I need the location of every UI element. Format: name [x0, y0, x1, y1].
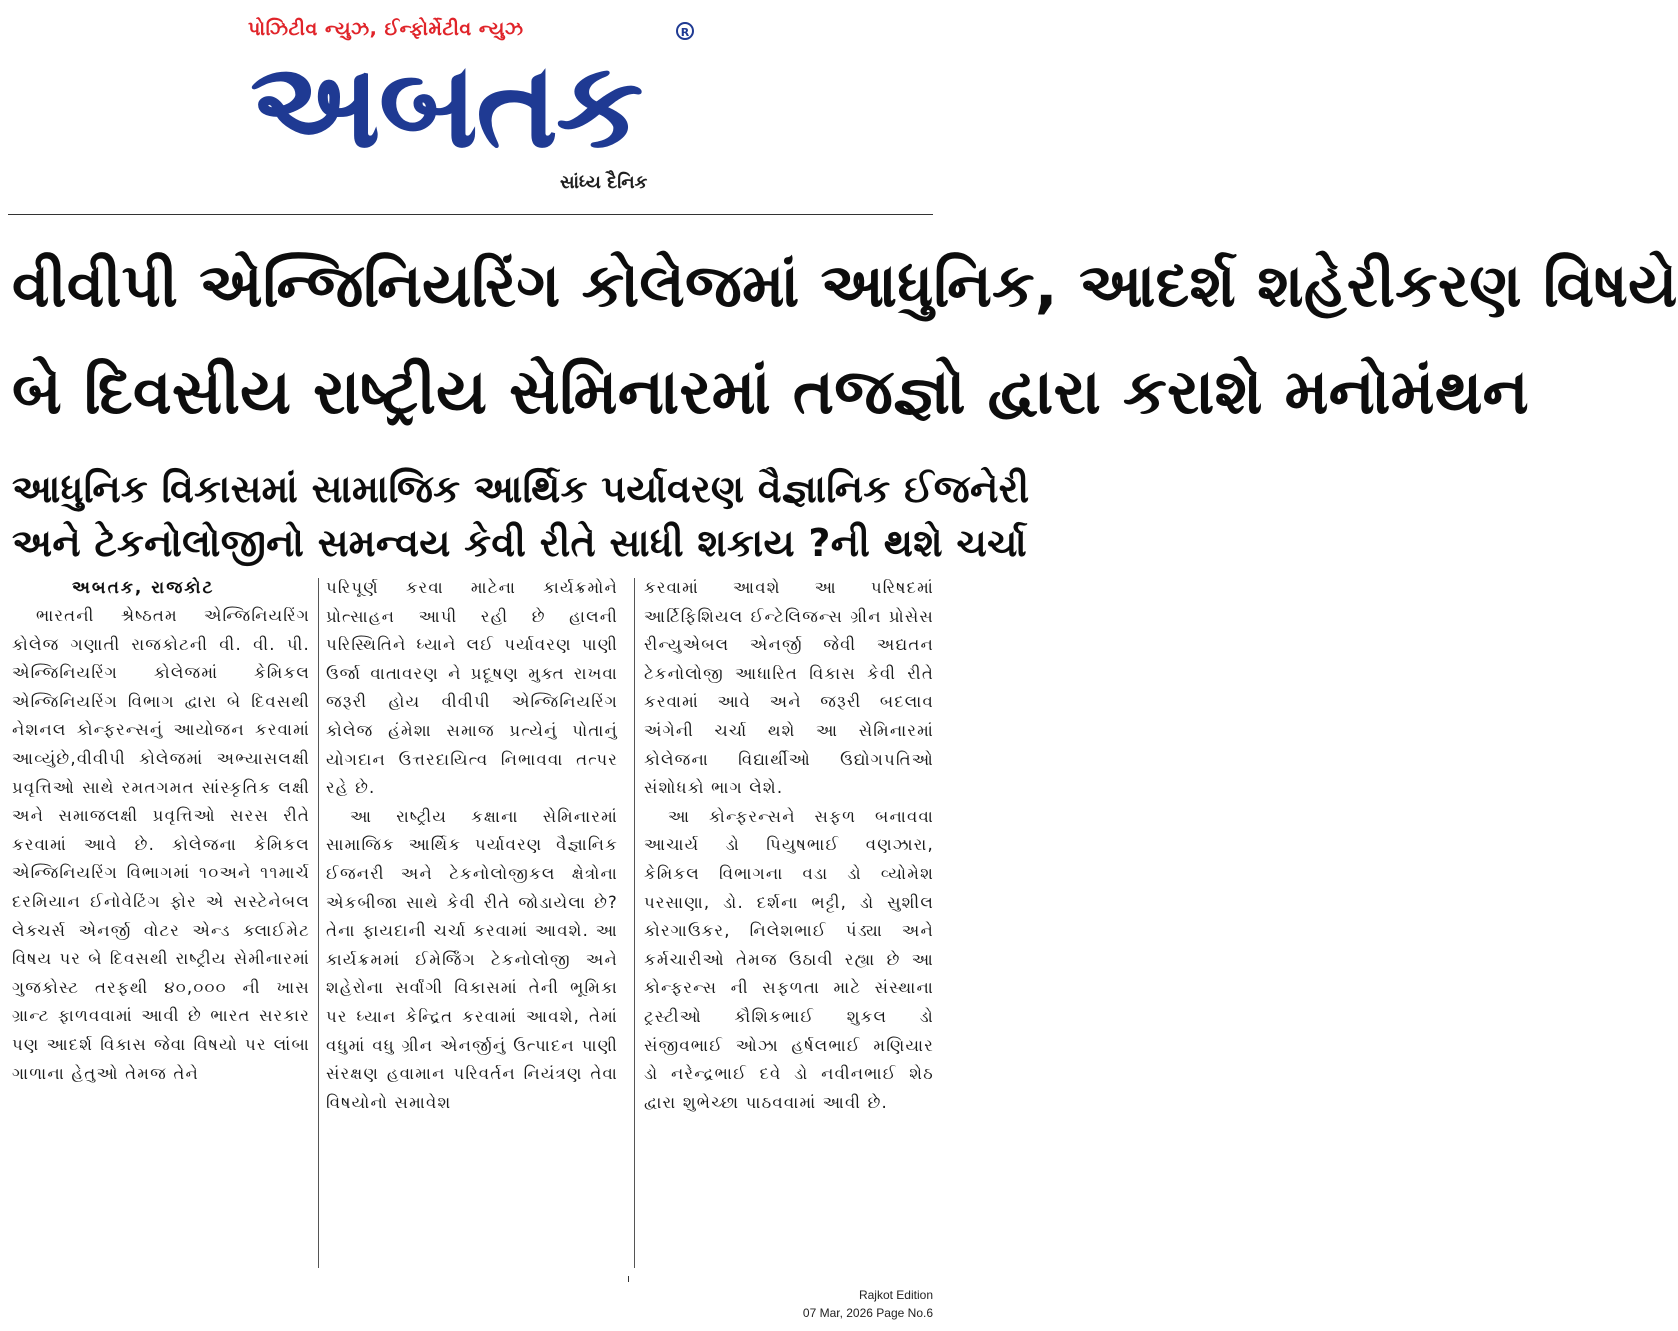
headline-line-1: વીવીપી એન્જિનિયરિંગ કોલેજમાં આધુનિક, આદર્શ શહેરીકરણ વિષયે	[12, 251, 1678, 321]
article-paragraph: આ રાષ્ટ્રીય કક્ષાના સેમિનારમાં સામાજિક આર્થિક પર્યાવરણ વૈજ્ઞાનિક ઈજનરી અને ટેકનોલોજીકલ ક્ષેત્રોના એકબીજા સાથે કેવી રીતે જોડાયેલા છે? તેના ફાયદાની ચર્ચા કરવામાં આવશે. આ કાર્યક્રમમાં ઈમેર્જિંગ ટેકનોલોજી અને શહેરોના સર્વાંગી વિકાસમાં તેની ભૂમિકા પર ધ્યાન કેન્દ્રિત કરવામાં આવશે, તેમાં વધુમાં વધુ ગ્રીન એનર્જીનું ઉત્પાદન પાણી સંરક્ષણ હવામાન પરિવર્તન નિયંત્રણ તેવા વિષયોનો સમાવેશ	[326, 806, 618, 1112]
column-divider	[634, 578, 635, 1268]
article-column-3	[644, 574, 934, 1274]
footer-edition: Rajkot Edition	[858, 1288, 933, 1302]
article-dateline: અબતક, રાજકોટ	[72, 578, 215, 598]
article-paragraph: આ કોન્ફરન્સને સફળ બનાવવા આચાર્ય ડો પિયુષભાઈ વણઝારા, કેમિકલ વિભાગના વડા ડો વ્યોમેશ પરસાણા, ડો. દર્શના ભટ્ટી, ડો સુશીલ કોરગાઉકર, નિલેશભાઈ પંડ્યા અને કર્મચારીઓ તેમજ ઉઠાવી રહ્યા છે આ કોન્ફરન્સ ની સફળતા માટે સંસ્થાના ટ્રસ્ટીઓ કૌશિકભાઈ શુકલ ડો સંજીવભાઈ ઓઝા હર્ષલભાઈ મણિયાર ડો નરેન્દ્રભાઈ દવે ડો નવીનભાઈ શેઠ દ્વારા શુભેચ્છા પાઠવવામાં આવી છે.	[644, 806, 934, 1112]
subheadline-line-1: આધુનિક વિકાસમાં સામાજિક આર્થિક પર્યાવરણ વૈજ્ઞાનિક ઈજનેરી	[12, 467, 1030, 511]
column-end-mark	[628, 1276, 629, 1282]
headline-line-2: બે દિવસીય રાષ્ટ્રીય સેમિનારમાં તજજ્ઞો દ્વારા કરાશે મનોમંથન	[12, 355, 1530, 428]
footer-date-page: 07 Mar, 2026 Page No.6	[802, 1306, 933, 1320]
subheadline-line-2: અને ટેકનોલોજીનો સમન્વય કેવી રીતે સાધી શકાય ?ની થશે ચર્ચા	[12, 521, 1028, 565]
masthead-divider	[8, 214, 933, 215]
article-paragraph: પરિપૂર્ણ કરવા માટેના કાર્યક્રમોને પ્રોત્સાહન આપી રહી છે હાલની પરિસ્થિતિને ધ્યાને લઈ પર્યાવરણ પાણી ઉર્જા વાતાવરણ ને પ્રદૂષણ મુક્ત રાખવા જરૂરી હોય વીવીપી એન્જિનિયરિંગ કોલેજ હંમેશા સમાજ પ્રત્યેનું પોતાનું યોગદાન ઉત્તરદાયિત્વ નિભાવવા તત્પર રહે છે.	[326, 578, 618, 798]
column-divider	[318, 578, 319, 1268]
article-column-1	[12, 574, 310, 1274]
masthead	[0, 0, 941, 215]
article-column-2	[326, 574, 618, 1274]
article-paragraph: ભારતની શ્રેષ્ઠતમ એન્જિનિયરિંગ કોલેજ ગણાતી રાજકોટની વી. વી. પી. એન્જિનિયરિંગ કોલેજમાં કેમિકલ એન્જિનિયરિંગ વિભાગ દ્વારા બે દિવસથી નેશનલ કોન્ફરન્સનું આયોજન કરવામાં આવ્યુંછે,વીવીપી કોલેજમાં અભ્યાસલક્ષી પ્રવૃત્તિઓ સાથે રમતગમત સાંસ્કૃતિક લક્ષી અને સમાજલક્ષી પ્રવૃત્તિઓ સરસ રીતે કરવામાં આવે છે. કોલેજના કેમિકલ એન્જિનિયરિંગ વિભાગમાં ૧૦અને ૧૧માર્ચ દરમિયાન ઈનોવેટિંગ ફોર એ સસ્ટેનેબલ લેક્ચર્સ એનર્જી વોટર એન્ડ ક્લાઈમેટ વિષય પર બે દિવસથી રાષ્ટ્રીય સેમીનારમાં ગુજકોસ્ટ તરફથી ૪૦,૦૦૦ ની ખાસ ગ્રાન્ટ ફાળવવામાં આવી છે ભારત સરકાર પણ આદર્શ વિકાસ જેવા વિષયો પર લાંબા ગાળાના હેતુઓ તેમજ તેને	[12, 606, 310, 1083]
article-paragraph: કરવામાં આવશે આ પરિષદમાં આર્ટિફિશિયલ ઈન્ટેલિજન્સ ગ્રીન પ્રોસેસ રીન્યુએબલ એનર્જી જેવી અદ્યતન ટેકનોલોજી આધારિત વિકાસ કેવી રીતે કરવામાં આવે અને જરૂરી બદલાવ અંગેની ચર્ચા થશે આ સેમિનારમાં કોલેજના વિદ્યાર્થીઓ ઉદ્યોગપતિઓ સંશોધકો ભાગ લેશે.	[644, 578, 934, 798]
logo-subtitle: સાંધ્ય દૈનિક	[560, 172, 648, 193]
registered-mark-icon: R	[676, 22, 694, 40]
masthead-tagline: પોઝિટીવ ન્યુઝ, ઈન્ફોર્મેટીવ ન્યુઝ	[248, 18, 524, 40]
newspaper-logo: અબતક	[250, 36, 642, 174]
